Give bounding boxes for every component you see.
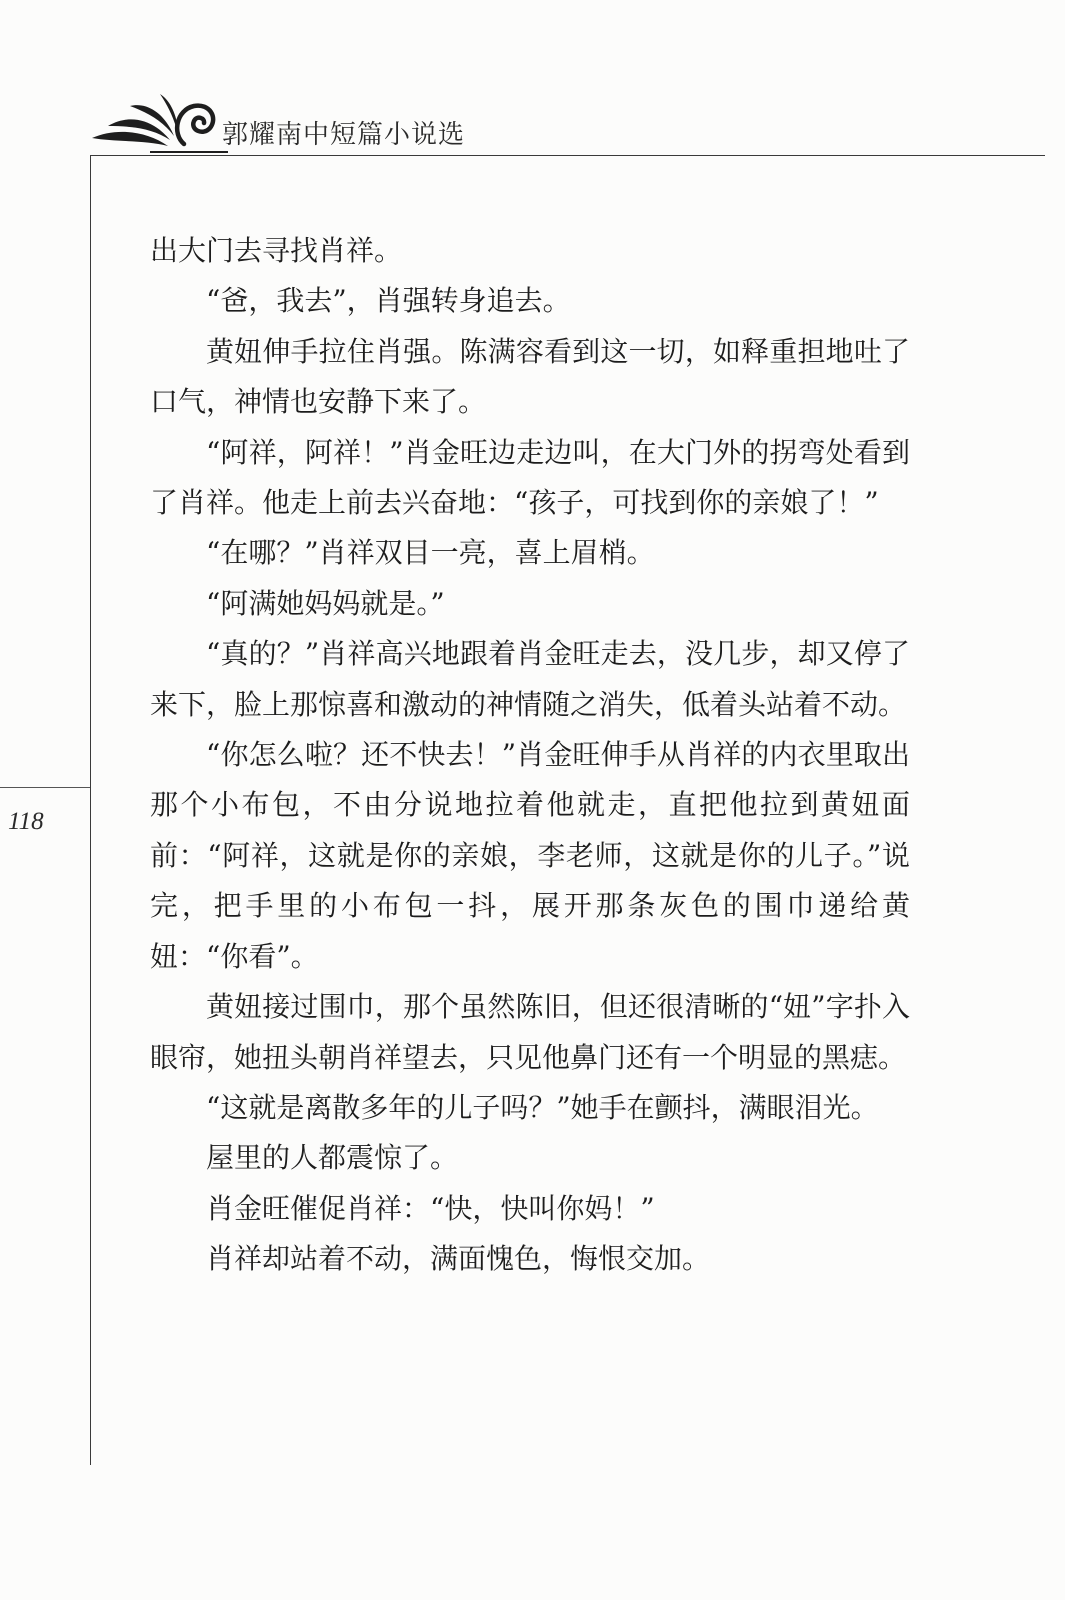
page-number: 118 (8, 808, 44, 835)
paragraph: 屋里的人都震惊了。 (206, 1141, 459, 1175)
page-number-rule (0, 787, 90, 788)
paragraph: “这就是离散多年的儿子吗？”她手在颤抖，满眼泪光。 (206, 1090, 879, 1124)
paragraph: 出大门去寻找肖祥。 (150, 234, 403, 267)
book-title: 郭耀南中短篇小说选 (222, 120, 466, 150)
paragraph: “你怎么啦？还不快去！”肖金旺伸手从肖祥的内衣里取出那个小布包，不由分说地拉着他就走，直把他拉到黄妞面前：“阿祥，这就是你的亲娘，李老师，这就是你的儿子。”说完，把手里的小布包一抖，展开那条灰色的围巾递给黄妞：“你看”。 (150, 738, 910, 973)
left-margin-rule (90, 155, 91, 1465)
paragraph: “在哪？”肖祥双目一亮，喜上眉梢。 (206, 536, 655, 570)
paragraph: “爸，我去”，肖强转身追去。 (206, 284, 571, 318)
paragraph: 黄妞接过围巾，那个虽然陈旧，但还很清晰的“妞”字扑入眼帘，她扭头朝肖祥望去，只见他鼻门还有一个明显的黑痣。 (150, 990, 910, 1074)
body-text (150, 226, 910, 1285)
header-rule (90, 155, 1045, 156)
paragraph: 肖祥却站着不动，满面愧色，悔恨交加。 (206, 1242, 711, 1276)
paragraph: “真的？”肖祥高兴地跟着肖金旺走去，没几步，却又停了来下，脸上那惊喜和激动的神情随之消失，低着头站着不动。 (150, 637, 910, 721)
paragraph: 肖金旺催促肖祥：“快，快叫你妈！” (206, 1191, 655, 1225)
header-ornament-icon (90, 88, 230, 158)
paragraph: “阿满她妈妈就是。” (206, 586, 445, 620)
paragraph: 黄妞伸手拉住肖强。陈满容看到这一切，如释重担地吐了口气，神情也安静下来了。 (150, 334, 910, 419)
paragraph: “阿祥，阿祥！”肖金旺边走边叫，在大门外的拐弯处看到了肖祥。他走上前去兴奋地：“孩子，可找到你的亲娘了！” (150, 435, 910, 520)
